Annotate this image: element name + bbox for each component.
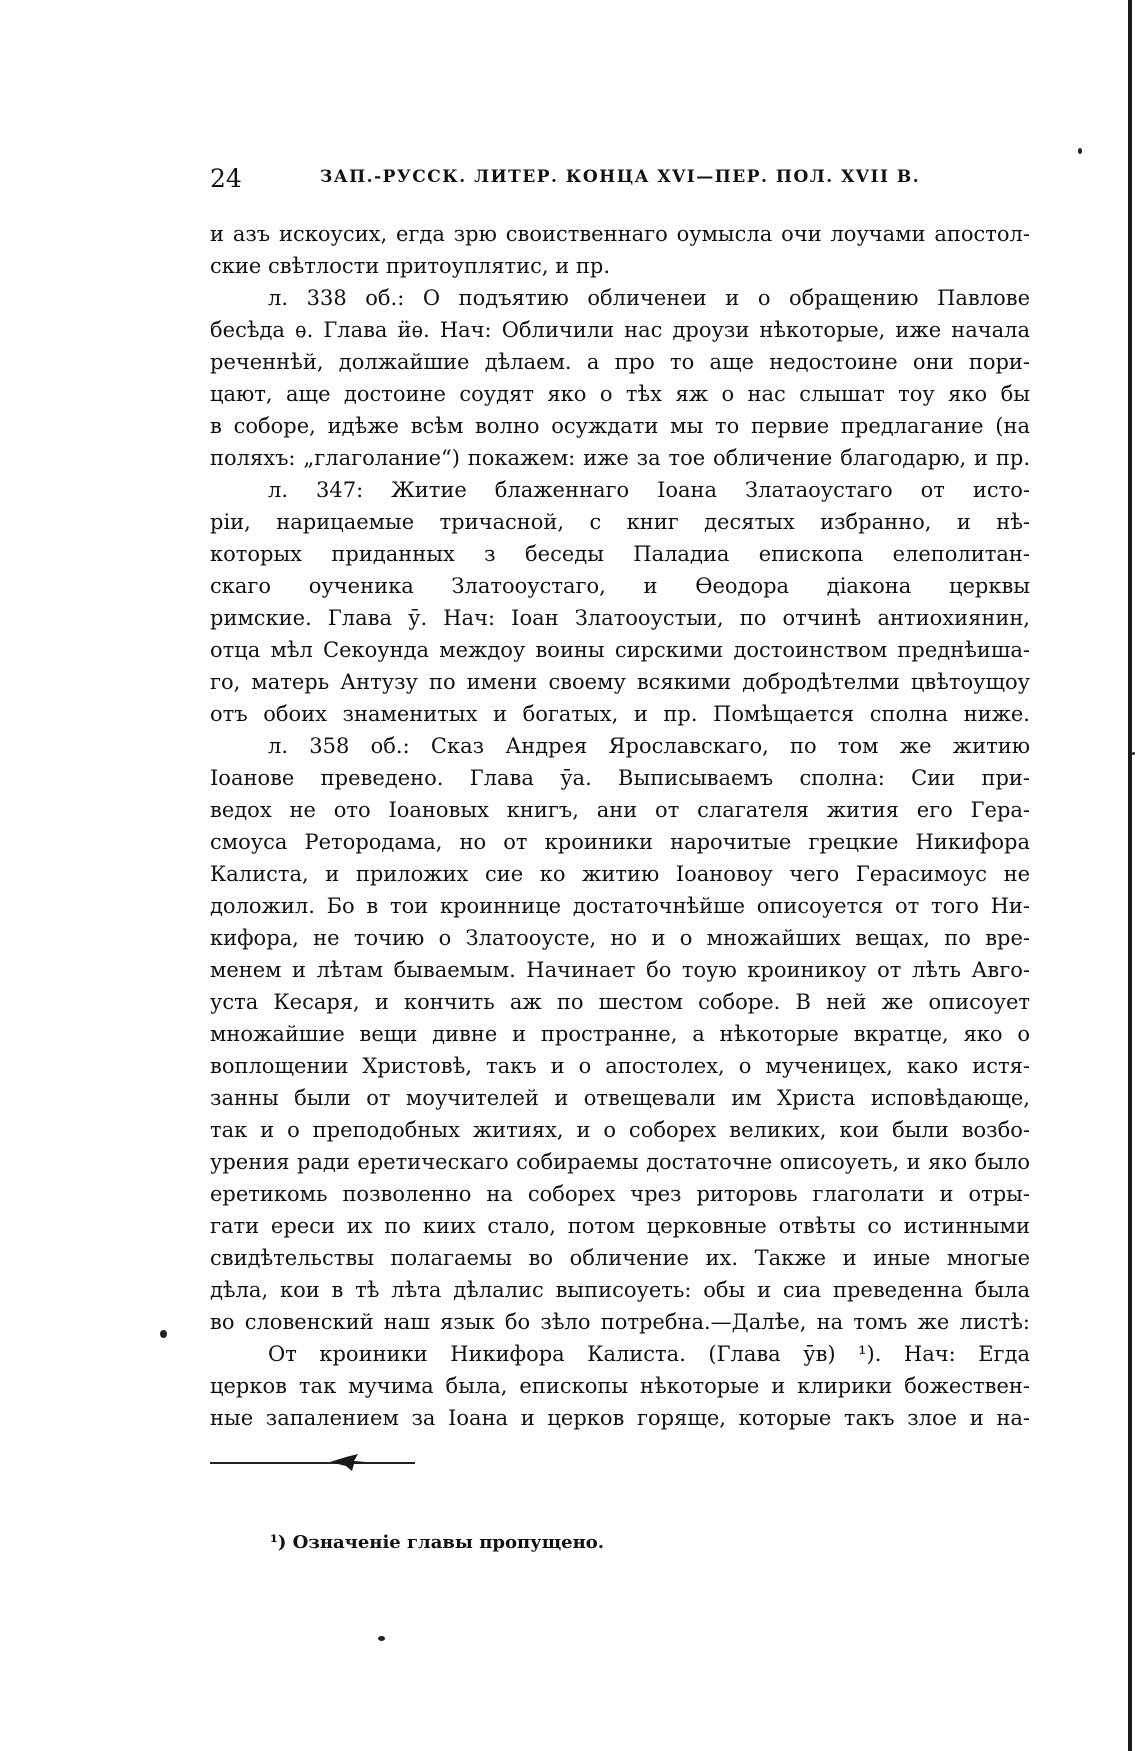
print-speck xyxy=(160,1330,167,1338)
footnote: ¹) Означеніе главы пропущено. xyxy=(270,1532,605,1553)
text-line: смоуса Ретородама, но от кроиники нарочитые грецкие Никифора xyxy=(210,830,1030,854)
text-line: ные запалением за Іоана и церков горяще, которые такъ злое и на- xyxy=(210,1406,1030,1430)
text-line: уста Кесаря, и кончить аж по шестом соборе. В ней же описоует xyxy=(210,990,1030,1014)
text-line: кифора, не точию о Златооусте, но и о множайших вещах, по вре- xyxy=(210,926,1030,950)
text-line: Іоанове преведено. Глава ӯа. Выписываемъ сполна: Сии при- xyxy=(210,766,1030,790)
text-line: занны были от моучителей и отвещевали им Христа исповѣдающе, xyxy=(210,1086,1030,1110)
text-line: л. 347: Житие блаженнаго Іоана Златаоустаго от исто- xyxy=(268,478,1030,502)
text-line: л. 338 об.: О подъятию обличенеи и о обращению Павлове xyxy=(268,286,1030,310)
text-line: отъ обоих знаменитых и богатых, и пр. Помѣщается сполна ниже. xyxy=(210,702,1030,726)
running-title: ЗАП.-РУССК. ЛИТЕР. КОНЦА XVI—ПЕР. ПОЛ. XVII В. xyxy=(320,167,921,187)
text-line: свидѣтельствы полагаемы во обличение их. Также и иные многые xyxy=(210,1246,1030,1270)
text-line: л. 358 об.: Сказ Андрея Ярославскаго, по том же житию xyxy=(268,734,1030,758)
text-line: менем и лѣтам бываемым. Начинает бо тоую кроиникоу от лѣть Авго- xyxy=(210,958,1030,982)
print-speck xyxy=(1078,148,1082,154)
text-line: воплощении Христовѣ, такъ и о апостолех, о мученицех, како истя- xyxy=(210,1054,1030,1078)
page-number: 24 xyxy=(210,164,242,193)
text-line: римские. Глава ӯ. Нач: Іоан Златооустыи, по отчинѣ антиохиянин, xyxy=(210,606,1030,630)
body-text xyxy=(210,218,1030,1434)
text-line: доложил. Бо в тои кроиннице достаточнѣйше описоуется от того Ни- xyxy=(210,894,1030,918)
text-line: церков так мучима была, епископы нѣкоторые и клирики божествен- xyxy=(210,1374,1030,1398)
running-head xyxy=(210,164,1030,194)
text-line: множайшие вещи дивне и пространне, а нѣкоторые вкратце, яко о xyxy=(210,1022,1030,1046)
text-line: и азъ искоусих, егда зрю своиственнаго оумысла очи лоучами апостол- xyxy=(210,222,1030,246)
text-line: гати ереси их по киих стало, потом церковные отвѣты со истинными xyxy=(210,1214,1030,1238)
page-edge-rule xyxy=(1128,0,1132,1751)
footnote-rule xyxy=(210,1462,415,1464)
text-line: цают, аще достоине соудят яко о тѣх яж о нас слышат тоу яко бы xyxy=(210,382,1030,406)
text-line: так и о преподобных житиях, и о соборех великих, кои были возбо- xyxy=(210,1118,1030,1142)
print-speck xyxy=(1132,752,1135,755)
text-line: реченнѣй, должайшие дѣлаем. а про то аще недостоине они пори- xyxy=(210,350,1030,374)
rule-ornament-icon xyxy=(328,1451,368,1473)
text-line: От кроиники Никифора Калиста. (Глава ӯв) ¹). Нач: Егда xyxy=(268,1342,1030,1366)
text-line: поляхъ: „глаголание“) покажем: иже за тое обличение благодарю, и пр. xyxy=(210,446,1030,470)
text-line: отца мѣл Секоунда междоу воины сирскими достоинством преднѣиша- xyxy=(210,638,1030,662)
text-line: ріи, нарицаемые тричасной, с книг десятых избранно, и нѣ- xyxy=(210,510,1030,534)
text-line: в соборе, идѣже всѣм волно осуждати мы то первие предлагание (на xyxy=(210,414,1030,438)
text-line: ские свѣтлости притоуплятис, и пр. xyxy=(210,254,611,278)
text-line: скаго оученика Златооустаго, и Ѳеодора діакона церквы xyxy=(210,574,1030,598)
text-line: урения ради еретическаго собираемы достаточне описоуеть, и яко было xyxy=(210,1150,1030,1174)
text-line: Калиста, и приложих сие ко житию Іоановоу чего Герасимоус не xyxy=(210,862,1030,886)
print-speck xyxy=(378,1636,385,1641)
text-line: которых приданных з беседы Паладиа епископа елеполитан- xyxy=(210,542,1030,566)
text-line: дѣла, кои в тѣ лѣта дѣлалис выписоуеть: обы и сиа преведенна была xyxy=(210,1278,1030,1302)
text-line: во словенский наш язык бо зѣло потребна.—Далѣе, на томъ же листѣ: xyxy=(210,1310,1030,1334)
text-line: го, матерь Антузу по имени своему всякими добродѣтелми цвѣтоущоу xyxy=(210,670,1030,694)
text-line: ведох не ото Іоановых книгъ, ани от слагателя жития его Гера- xyxy=(210,798,1030,822)
text-line: бесѣда ѳ. Глава ӥѳ. Нач: Обличили нас дроузи нѣкоторые, иже начала xyxy=(210,318,1030,342)
text-line: еретикомь позволенно на соборех чрез риторовь глаголати и отры- xyxy=(210,1182,1030,1206)
